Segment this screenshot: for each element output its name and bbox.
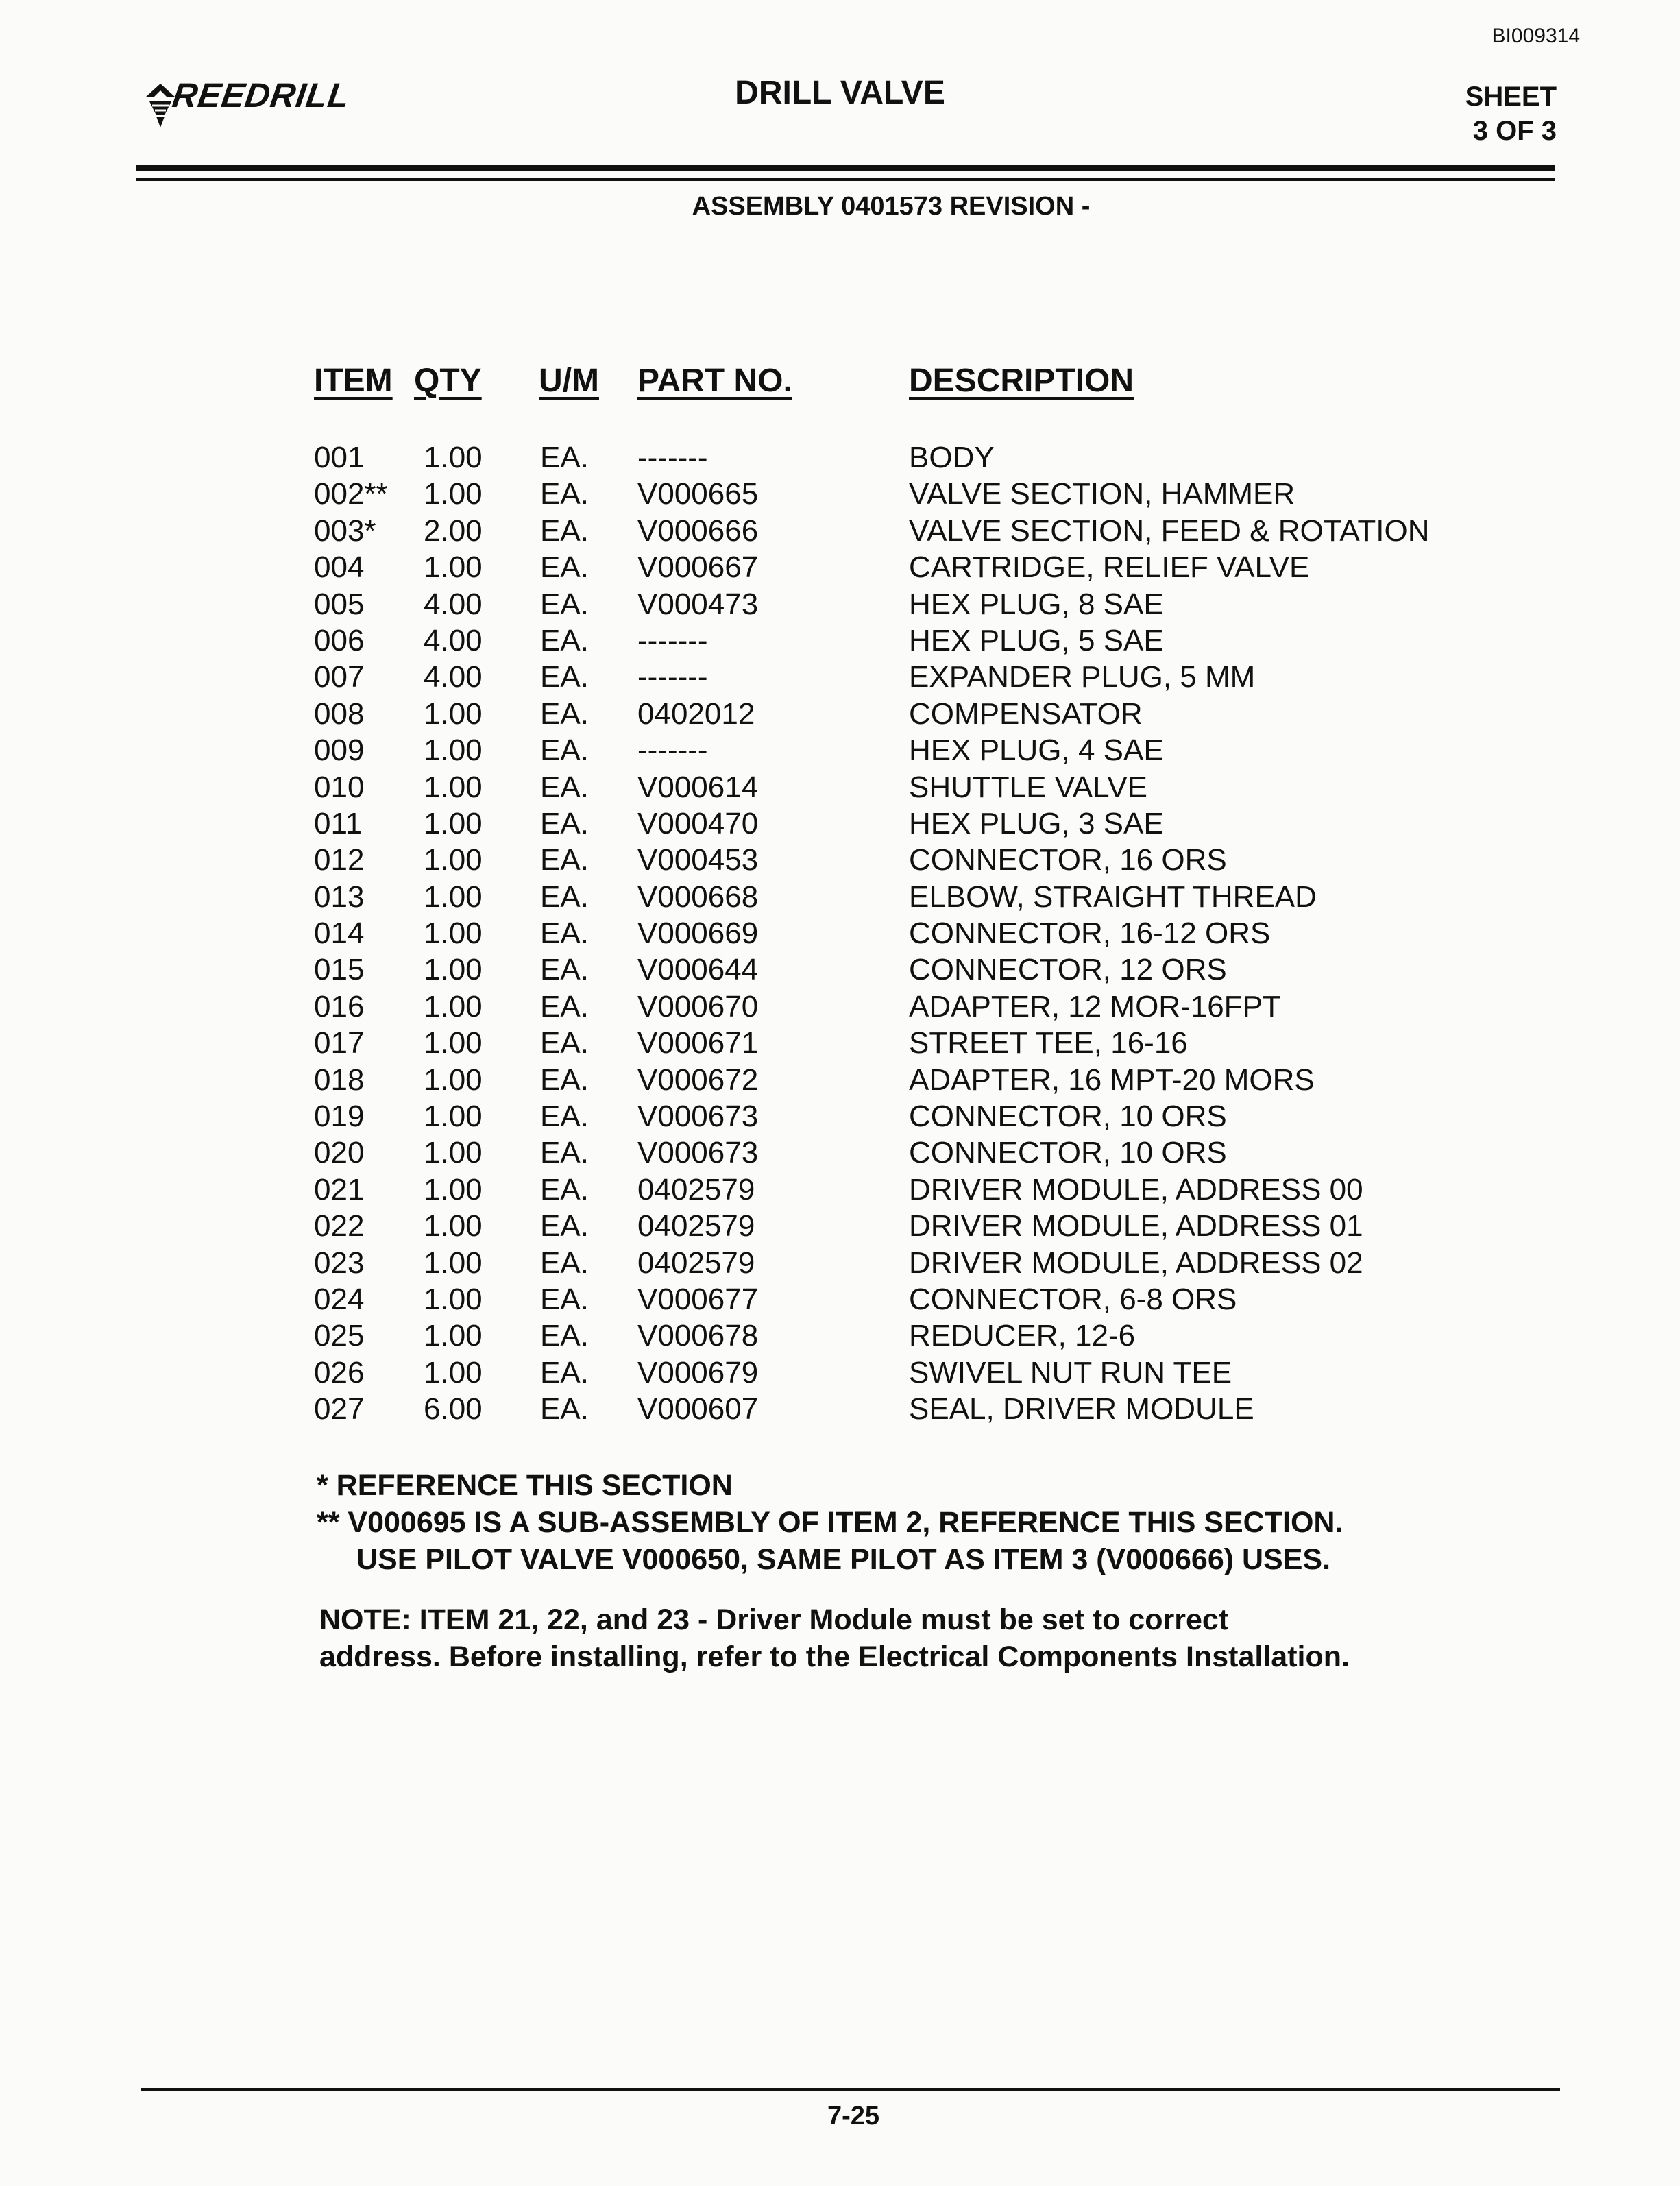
column-header-description: DESCRIPTION	[909, 363, 1134, 399]
cell-description: CARTRIDGE, RELIEF VALVE	[909, 550, 1310, 585]
cell-part-no: 0402579	[637, 1172, 755, 1206]
cell-item: 020	[314, 1136, 365, 1170]
cell-item: 015	[314, 953, 365, 987]
table-row	[314, 843, 1479, 879]
cell-qty: 1.00	[424, 1209, 483, 1243]
sheet-label: SHEET	[1465, 82, 1557, 112]
table-row	[314, 1100, 1479, 1136]
cell-item: 022	[314, 1209, 365, 1243]
document-id: BI009314	[1492, 25, 1580, 47]
table-row	[314, 953, 1479, 989]
cell-qty: 1.00	[424, 441, 483, 474]
cell-um: EA.	[540, 1172, 589, 1206]
cell-um: EA.	[540, 989, 589, 1023]
cell-item: 007	[314, 660, 365, 694]
cell-um: EA.	[540, 660, 589, 694]
cell-um: EA.	[540, 587, 589, 621]
cell-um: EA.	[540, 733, 589, 768]
cell-um: EA.	[540, 1319, 589, 1353]
cell-description: ELBOW, STRAIGHT THREAD	[909, 879, 1317, 914]
table-row	[314, 807, 1479, 843]
cell-description: BODY	[909, 441, 995, 474]
cell-description: CONNECTOR, 16 ORS	[909, 843, 1227, 877]
cell-qty: 4.00	[424, 623, 483, 657]
cell-qty: 1.00	[424, 1026, 483, 1060]
cell-um: EA.	[540, 770, 589, 804]
column-header-item: ITEM	[314, 363, 393, 399]
cell-qty: 1.00	[424, 1062, 483, 1097]
cell-item: 024	[314, 1282, 365, 1316]
cell-item: 027	[314, 1392, 365, 1426]
cell-um: EA.	[540, 1062, 589, 1097]
cell-qty: 1.00	[424, 1136, 483, 1170]
sheet-indicator	[1465, 80, 1557, 148]
cell-description: HEX PLUG, 5 SAE	[909, 623, 1164, 657]
cell-um: EA.	[540, 806, 589, 840]
cell-item: 019	[314, 1100, 365, 1134]
cell-description: HEX PLUG, 8 SAE	[909, 587, 1164, 621]
cell-part-no: V000614	[637, 770, 759, 804]
cell-part-no: V000453	[637, 843, 759, 877]
cell-part-no: V000673	[637, 1136, 759, 1170]
cell-um: EA.	[540, 1355, 589, 1389]
cell-item: 001	[314, 441, 365, 474]
cell-description: CONNECTOR, 6-8 ORS	[909, 1282, 1237, 1316]
cell-description: VALVE SECTION, HAMMER	[909, 477, 1295, 511]
note-line-1: NOTE: ITEM 21, 22, and 23 - Driver Module must be set to correct	[319, 1603, 1229, 1636]
cell-qty: 1.00	[424, 916, 483, 951]
cell-qty: 1.00	[424, 953, 483, 987]
cell-item: 012	[314, 843, 365, 877]
cell-um: EA.	[540, 953, 589, 987]
cell-um: EA.	[540, 1246, 589, 1280]
cell-um: EA.	[540, 1100, 589, 1134]
table-row	[314, 1283, 1479, 1319]
driver-module-note	[319, 1601, 1350, 1675]
cell-part-no: 0402579	[637, 1209, 755, 1243]
cell-qty: 4.00	[424, 587, 483, 621]
cell-description: HEX PLUG, 3 SAE	[909, 806, 1164, 840]
cell-part-no: V000666	[637, 513, 759, 548]
cell-um: EA.	[540, 441, 589, 474]
cell-item: 017	[314, 1026, 365, 1060]
table-row	[314, 1209, 1479, 1246]
cell-part-no: V000667	[637, 550, 759, 585]
cell-item: 003*	[314, 513, 376, 548]
cell-item: 010	[314, 770, 365, 804]
cell-item: 023	[314, 1246, 365, 1280]
cell-description: VALVE SECTION, FEED & ROTATION	[909, 513, 1430, 548]
cell-part-no: V000473	[637, 587, 759, 621]
cell-item: 014	[314, 916, 365, 951]
reference-note-double-cont: USE PILOT VALVE V000650, SAME PILOT AS ITEM 3 (V000666) USES.	[356, 1543, 1331, 1576]
cell-um: EA.	[540, 1136, 589, 1170]
cell-description: ADAPTER, 16 MPT-20 MORS	[909, 1062, 1315, 1097]
cell-qty: 1.00	[424, 477, 483, 511]
cell-part-no: V000673	[637, 1100, 759, 1134]
cell-part-no: V000679	[637, 1355, 759, 1389]
sheet-number: 3 OF 3	[1472, 116, 1557, 146]
cell-qty: 2.00	[424, 513, 483, 548]
cell-description: ADAPTER, 12 MOR-16FPT	[909, 989, 1281, 1023]
cell-qty: 1.00	[424, 989, 483, 1023]
cell-part-no: V000644	[637, 953, 759, 987]
cell-part-no: V000677	[637, 1282, 759, 1316]
cell-qty: 1.00	[424, 1319, 483, 1353]
cell-part-no: V000668	[637, 879, 759, 914]
cell-item: 006	[314, 623, 365, 657]
cell-part-no: V000678	[637, 1319, 759, 1353]
cell-qty: 1.00	[424, 1355, 483, 1389]
cell-part-no: -------	[637, 623, 708, 657]
cell-description: SEAL, DRIVER MODULE	[909, 1392, 1254, 1426]
table-row	[314, 587, 1479, 624]
cell-qty: 1.00	[424, 1172, 483, 1206]
cell-um: EA.	[540, 1209, 589, 1243]
cell-description: CONNECTOR, 12 ORS	[909, 953, 1227, 987]
assembly-heading: ASSEMBLY 0401573 REVISION -	[692, 192, 1091, 221]
cell-um: EA.	[540, 1026, 589, 1060]
cell-part-no: V000665	[637, 477, 759, 511]
cell-description: CONNECTOR, 16-12 ORS	[909, 916, 1271, 951]
cell-qty: 6.00	[424, 1392, 483, 1426]
cell-description: SHUTTLE VALVE	[909, 770, 1148, 804]
cell-description: DRIVER MODULE, ADDRESS 02	[909, 1246, 1363, 1280]
cell-part-no: V000672	[637, 1062, 759, 1097]
cell-um: EA.	[540, 879, 589, 914]
cell-part-no: V000669	[637, 916, 759, 951]
table-row	[314, 514, 1479, 550]
cell-qty: 1.00	[424, 550, 483, 585]
cell-qty: 1.00	[424, 770, 483, 804]
table-row	[314, 1246, 1479, 1283]
cell-um: EA.	[540, 513, 589, 548]
column-header-qty: QTY	[414, 363, 482, 399]
table-row	[314, 1173, 1479, 1209]
table-row	[314, 1356, 1479, 1392]
cell-description: EXPANDER PLUG, 5 MM	[909, 660, 1256, 694]
cell-item: 025	[314, 1319, 365, 1353]
table-row	[314, 660, 1479, 696]
table-row	[314, 550, 1479, 587]
reference-note-double: ** V000695 IS A SUB-ASSEMBLY OF ITEM 2, REFERENCE THIS SECTION.	[317, 1506, 1343, 1539]
cell-item: 011	[314, 806, 363, 840]
cell-qty: 1.00	[424, 879, 483, 914]
cell-um: EA.	[540, 477, 589, 511]
cell-part-no: V000607	[637, 1392, 759, 1426]
table-row	[314, 1136, 1479, 1172]
cell-part-no: -------	[637, 441, 708, 474]
table-row	[314, 441, 1479, 477]
table-row	[314, 770, 1479, 807]
cell-part-no: V000470	[637, 806, 759, 840]
cell-item: 021	[314, 1172, 365, 1206]
cell-description: CONNECTOR, 10 ORS	[909, 1136, 1227, 1170]
footer-rule	[141, 2088, 1560, 2091]
cell-description: CONNECTOR, 10 ORS	[909, 1100, 1227, 1134]
reference-notes	[317, 1467, 1343, 1578]
cell-um: EA.	[540, 623, 589, 657]
cell-part-no: 0402579	[637, 1246, 755, 1280]
cell-qty: 1.00	[424, 1246, 483, 1280]
cell-description: DRIVER MODULE, ADDRESS 00	[909, 1172, 1363, 1206]
cell-part-no: V000670	[637, 989, 759, 1023]
cell-part-no: 0402012	[637, 696, 755, 731]
cell-description: STREET TEE, 16-16	[909, 1026, 1188, 1060]
table-row	[314, 880, 1479, 916]
cell-description: SWIVEL NUT RUN TEE	[909, 1355, 1232, 1389]
cell-qty: 1.00	[424, 843, 483, 877]
table-row	[314, 697, 1479, 733]
cell-item: 009	[314, 733, 365, 768]
table-row	[314, 1319, 1479, 1355]
cell-qty: 1.00	[424, 1100, 483, 1134]
logo-text: REEDRILL	[170, 76, 352, 114]
cell-item: 002**	[314, 477, 388, 511]
table-row	[314, 1392, 1479, 1429]
cell-qty: 4.00	[424, 660, 483, 694]
cell-item: 013	[314, 879, 365, 914]
table-row	[314, 624, 1479, 660]
cell-item: 018	[314, 1062, 365, 1097]
cell-part-no: V000671	[637, 1026, 759, 1060]
cell-um: EA.	[540, 916, 589, 951]
cell-item: 005	[314, 587, 365, 621]
table-row	[314, 916, 1479, 953]
table-header	[314, 362, 1479, 410]
cell-um: EA.	[540, 1282, 589, 1316]
cell-description: HEX PLUG, 4 SAE	[909, 733, 1164, 768]
table-row	[314, 1026, 1479, 1062]
cell-item: 008	[314, 696, 365, 731]
cell-um: EA.	[540, 550, 589, 585]
cell-um: EA.	[540, 1392, 589, 1426]
cell-qty: 1.00	[424, 733, 483, 768]
column-header-part-no: PART NO.	[637, 363, 792, 399]
header-rule-thick	[136, 165, 1555, 171]
cell-part-no: -------	[637, 660, 708, 694]
table-row	[314, 477, 1479, 513]
cell-item: 026	[314, 1355, 365, 1389]
cell-description: COMPENSATOR	[909, 696, 1143, 731]
page-number: 7-25	[827, 2102, 880, 2130]
cell-qty: 1.00	[424, 1282, 483, 1316]
table-row	[314, 1063, 1479, 1100]
cell-item: 016	[314, 989, 365, 1023]
cell-qty: 1.00	[424, 806, 483, 840]
cell-item: 004	[314, 550, 365, 585]
table-row	[314, 733, 1479, 770]
cell-part-no: -------	[637, 733, 708, 768]
table-body	[314, 441, 1479, 1429]
cell-um: EA.	[540, 696, 589, 731]
cell-description: REDUCER, 12-6	[909, 1319, 1136, 1353]
column-header-um: U/M	[539, 363, 599, 399]
cell-um: EA.	[540, 843, 589, 877]
table-row	[314, 990, 1479, 1026]
page-title: DRILL VALVE	[735, 75, 945, 111]
parts-table	[314, 362, 1479, 1426]
cell-description: DRIVER MODULE, ADDRESS 01	[909, 1209, 1363, 1243]
header-rule-thin	[136, 178, 1555, 181]
cell-qty: 1.00	[424, 696, 483, 731]
note-line-2: address. Before installing, refer to the Electrical Components Installation.	[319, 1640, 1350, 1673]
reference-note-single: * REFERENCE THIS SECTION	[317, 1469, 733, 1502]
